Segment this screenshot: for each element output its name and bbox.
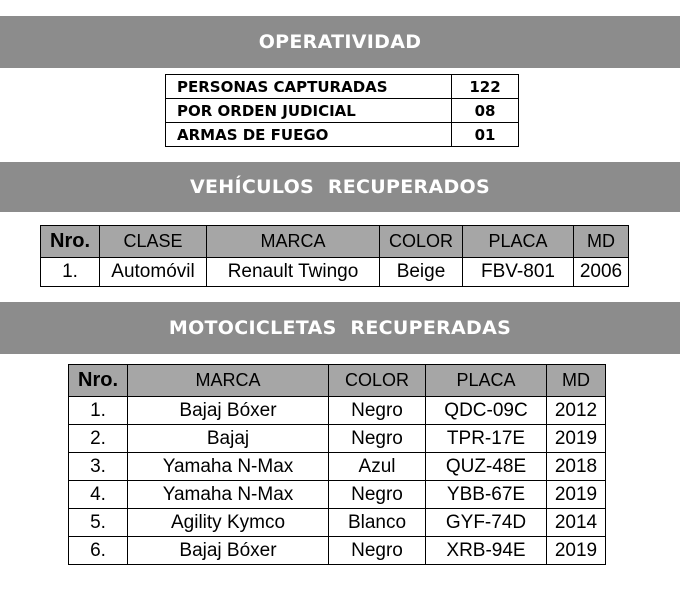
vehiculos-header: [0, 162, 680, 212]
operatividad-label: POR ORDEN JUDICIAL: [166, 99, 452, 123]
vehiculos-table: [40, 225, 629, 287]
table-header-row: [69, 365, 606, 397]
operatividad-header: [0, 16, 680, 68]
table-cell: 5.: [69, 509, 128, 537]
column-header: CLASE: [100, 226, 207, 258]
column-header: PLACA: [426, 365, 547, 397]
table-cell: YBB-67E: [426, 481, 547, 509]
column-header: PLACA: [463, 226, 574, 258]
table-cell: Agility Kymco: [128, 509, 329, 537]
column-header: MD: [574, 226, 629, 258]
table-cell: Bajaj Bóxer: [128, 397, 329, 425]
table-row: [166, 99, 519, 123]
table-cell: Automóvil: [100, 258, 207, 287]
table-cell: Negro: [329, 481, 426, 509]
table-cell: Negro: [329, 397, 426, 425]
table-row: [166, 123, 519, 147]
table-row: [69, 397, 606, 425]
column-header: Nro.: [69, 365, 128, 397]
vehiculos-title: VEHÍCULOS RECUPERADOS: [190, 176, 490, 198]
motocicletas-header: [0, 302, 680, 354]
table-cell: 2018: [547, 453, 606, 481]
column-header: MARCA: [207, 226, 380, 258]
table-cell: XRB-94E: [426, 537, 547, 565]
table-row: [69, 453, 606, 481]
table-cell: 2014: [547, 509, 606, 537]
table-cell: 3.: [69, 453, 128, 481]
table-cell: Yamaha N-Max: [128, 481, 329, 509]
table-cell: 1.: [41, 258, 100, 287]
table-cell: QUZ-48E: [426, 453, 547, 481]
column-header: MD: [547, 365, 606, 397]
motocicletas-table: [68, 364, 606, 565]
table-cell: Beige: [380, 258, 463, 287]
table-cell: Renault Twingo: [207, 258, 380, 287]
operatividad-table: [165, 74, 519, 147]
column-header: MARCA: [128, 365, 329, 397]
table-cell: TPR-17E: [426, 425, 547, 453]
table-cell: Azul: [329, 453, 426, 481]
table-row: [41, 258, 629, 287]
table-cell: Blanco: [329, 509, 426, 537]
operatividad-value: 01: [452, 123, 519, 147]
table-cell: 2006: [574, 258, 629, 287]
table-cell: 2019: [547, 537, 606, 565]
column-header: Nro.: [41, 226, 100, 258]
table-row: [69, 481, 606, 509]
table-cell: FBV-801: [463, 258, 574, 287]
operatividad-title: OPERATIVIDAD: [258, 31, 422, 53]
operatividad-value: 08: [452, 99, 519, 123]
column-header: COLOR: [329, 365, 426, 397]
table-cell: GYF-74D: [426, 509, 547, 537]
table-cell: Bajaj Bóxer: [128, 537, 329, 565]
table-cell: 4.: [69, 481, 128, 509]
operatividad-value: 122: [452, 75, 519, 99]
table-cell: 1.: [69, 397, 128, 425]
table-row: [69, 425, 606, 453]
column-header: COLOR: [380, 226, 463, 258]
table-header-row: [41, 226, 629, 258]
table-cell: Yamaha N-Max: [128, 453, 329, 481]
operatividad-label: PERSONAS CAPTURADAS: [166, 75, 452, 99]
table-cell: QDC-09C: [426, 397, 547, 425]
table-cell: Negro: [329, 425, 426, 453]
operatividad-label: ARMAS DE FUEGO: [166, 123, 452, 147]
table-cell: Negro: [329, 537, 426, 565]
table-cell: 2012: [547, 397, 606, 425]
motocicletas-title: MOTOCICLETAS RECUPERADAS: [168, 317, 512, 339]
table-cell: Bajaj: [128, 425, 329, 453]
table-cell: 2019: [547, 425, 606, 453]
table-cell: 2.: [69, 425, 128, 453]
table-cell: 6.: [69, 537, 128, 565]
table-row: [69, 537, 606, 565]
table-row: [166, 75, 519, 99]
table-row: [69, 509, 606, 537]
table-cell: 2019: [547, 481, 606, 509]
